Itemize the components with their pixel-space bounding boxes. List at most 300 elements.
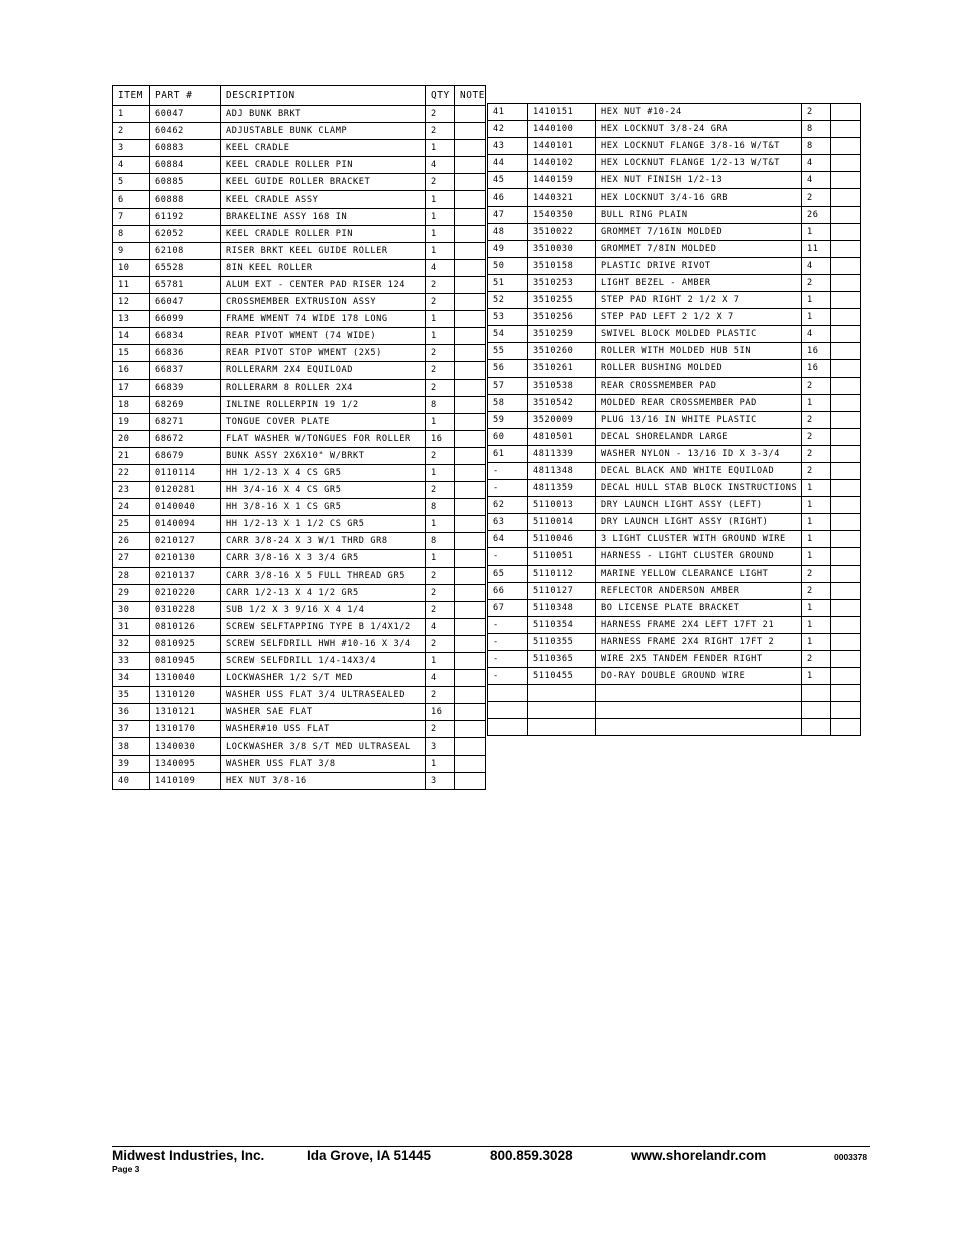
cell-note — [831, 172, 861, 189]
table-row — [113, 362, 486, 379]
cell-item: 9 — [113, 242, 150, 259]
cell-item: - — [488, 651, 528, 668]
cell-note — [831, 104, 861, 121]
table-row — [113, 294, 486, 311]
cell-qty: 16 — [802, 343, 831, 360]
cell-note — [455, 225, 486, 242]
cell-qty: 2 — [802, 274, 831, 291]
cell-description: CARR 3/8-16 X 3 3/4 GR5 — [221, 550, 426, 567]
cell-item: 12 — [113, 294, 150, 311]
cell-note — [831, 240, 861, 257]
header-note: NOTE — [455, 86, 486, 106]
table-row — [113, 755, 486, 772]
cell-item: - — [488, 633, 528, 650]
cell-note — [831, 360, 861, 377]
cell-description — [596, 685, 802, 702]
cell-description: ADJ BUNK BRKT — [221, 106, 426, 123]
header-item: ITEM — [113, 86, 150, 106]
table-row — [113, 328, 486, 345]
table-row — [113, 174, 486, 191]
cell-item: 48 — [488, 223, 528, 240]
cell-item: 53 — [488, 309, 528, 326]
cell-qty: 4 — [802, 257, 831, 274]
cell-note — [455, 396, 486, 413]
cell-part-number: 65528 — [150, 259, 221, 276]
table-row — [113, 567, 486, 584]
table-row — [488, 240, 861, 257]
cell-note — [831, 668, 861, 685]
cell-item: 60 — [488, 428, 528, 445]
cell-item: 37 — [113, 721, 150, 738]
cell-part-number: 66836 — [150, 345, 221, 362]
cell-description: 3 LIGHT CLUSTER WITH GROUND WIRE — [596, 531, 802, 548]
cell-item: 61 — [488, 445, 528, 462]
cell-note — [831, 633, 861, 650]
cell-item: 44 — [488, 155, 528, 172]
cell-part-number: 62052 — [150, 225, 221, 242]
cell-note — [455, 123, 486, 140]
cell-note — [455, 174, 486, 191]
cell-qty: 8 — [802, 121, 831, 138]
cell-note — [455, 704, 486, 721]
cell-qty: 1 — [802, 497, 831, 514]
table-row — [113, 482, 486, 499]
cell-description: LOCKWASHER 3/8 S/T MED ULTRASEAL — [221, 738, 426, 755]
cell-note — [455, 567, 486, 584]
cell-description: HARNESS FRAME 2X4 RIGHT 17FT 2 — [596, 633, 802, 650]
table-row — [488, 292, 861, 309]
cell-qty: 1 — [426, 328, 455, 345]
cell-item — [488, 685, 528, 702]
cell-qty: 2 — [426, 482, 455, 499]
table-row — [488, 257, 861, 274]
cell-description: RISER BRKT KEEL GUIDE ROLLER — [221, 242, 426, 259]
cell-note — [455, 276, 486, 293]
cell-description: 8IN KEEL ROLLER — [221, 259, 426, 276]
cell-qty: 3 — [426, 772, 455, 789]
table-row — [113, 738, 486, 755]
cell-qty: 2 — [426, 123, 455, 140]
table-row — [113, 447, 486, 464]
cell-note — [455, 772, 486, 789]
cell-item: 34 — [113, 670, 150, 687]
cell-description: SCREW SELFTAPPING TYPE B 1/4X1/2 — [221, 618, 426, 635]
cell-note — [455, 550, 486, 567]
cell-part-number: 0810925 — [150, 635, 221, 652]
cell-note — [831, 155, 861, 172]
cell-qty: 1 — [426, 516, 455, 533]
cell-qty: 2 — [426, 106, 455, 123]
footer-city: Ida Grove, IA 51445 — [307, 1148, 432, 1163]
cell-note — [831, 138, 861, 155]
cell-note — [455, 191, 486, 208]
cell-note — [831, 514, 861, 531]
cell-description: BO LICENSE PLATE BRACKET — [596, 599, 802, 616]
cell-part-number: 3510261 — [528, 360, 596, 377]
cell-item: 23 — [113, 482, 150, 499]
cell-description: BUNK ASSY 2X6X10" W/BRKT — [221, 447, 426, 464]
cell-part-number: 1310170 — [150, 721, 221, 738]
cell-description: INLINE ROLLERPIN 19 1/2 — [221, 396, 426, 413]
cell-description: KEEL CRADLE — [221, 140, 426, 157]
cell-item: 56 — [488, 360, 528, 377]
cell-qty: 8 — [802, 138, 831, 155]
cell-part-number — [528, 685, 596, 702]
table-row — [113, 276, 486, 293]
table-row — [488, 633, 861, 650]
table-row — [113, 704, 486, 721]
cell-item: 6 — [113, 191, 150, 208]
footer-rule — [112, 1146, 870, 1147]
table-row — [488, 651, 861, 668]
cell-description: HARNESS FRAME 2X4 LEFT 17FT 21 — [596, 616, 802, 633]
cell-item: 59 — [488, 411, 528, 428]
cell-note — [831, 343, 861, 360]
cell-description: HEX NUT #10-24 — [596, 104, 802, 121]
table-row — [113, 225, 486, 242]
table-row — [488, 394, 861, 411]
cell-part-number — [528, 702, 596, 719]
table-row — [113, 516, 486, 533]
cell-part-number: 3510259 — [528, 326, 596, 343]
cell-description: HEX NUT 3/8-16 — [221, 772, 426, 789]
cell-description: HEX LOCKNUT FLANGE 3/8-16 W/T&T — [596, 138, 802, 155]
cell-item: 46 — [488, 189, 528, 206]
cell-part-number: 66047 — [150, 294, 221, 311]
table-row — [488, 172, 861, 189]
cell-item: 24 — [113, 499, 150, 516]
cell-item — [488, 719, 528, 736]
cell-part-number: 1410151 — [528, 104, 596, 121]
table-row — [113, 618, 486, 635]
cell-qty: 2 — [426, 721, 455, 738]
cell-note — [455, 618, 486, 635]
cell-description: REAR PIVOT STOP WMENT (2X5) — [221, 345, 426, 362]
cell-part-number: 0140094 — [150, 516, 221, 533]
cell-qty: 1 — [802, 394, 831, 411]
table-row — [488, 531, 861, 548]
cell-note — [455, 379, 486, 396]
cell-item: 30 — [113, 601, 150, 618]
table-row — [488, 223, 861, 240]
cell-note — [455, 755, 486, 772]
cell-part-number: 66837 — [150, 362, 221, 379]
cell-qty: 2 — [802, 582, 831, 599]
cell-note — [831, 428, 861, 445]
cell-part-number: 66099 — [150, 311, 221, 328]
cell-qty: 2 — [802, 651, 831, 668]
cell-item: 32 — [113, 635, 150, 652]
cell-item: 49 — [488, 240, 528, 257]
table-row — [113, 430, 486, 447]
cell-note — [831, 121, 861, 138]
cell-part-number: 5110354 — [528, 616, 596, 633]
cell-part-number: 68679 — [150, 447, 221, 464]
cell-item: 50 — [488, 257, 528, 274]
cell-description: HH 3/4-16 X 4 CS GR5 — [221, 482, 426, 499]
cell-note — [831, 445, 861, 462]
table-row — [488, 685, 861, 702]
cell-qty: 2 — [426, 567, 455, 584]
cell-part-number: 1340030 — [150, 738, 221, 755]
table-row — [113, 721, 486, 738]
cell-note — [831, 257, 861, 274]
cell-description: ROLLER BUSHING MOLDED — [596, 360, 802, 377]
cell-qty: 8 — [426, 533, 455, 550]
cell-description: ROLLER WITH MOLDED HUB 5IN — [596, 343, 802, 360]
cell-part-number: 1440159 — [528, 172, 596, 189]
cell-note — [455, 208, 486, 225]
cell-qty: 1 — [426, 413, 455, 430]
table-row — [488, 343, 861, 360]
cell-part-number: 4810501 — [528, 428, 596, 445]
cell-item: 57 — [488, 377, 528, 394]
table-row — [488, 616, 861, 633]
cell-note — [455, 635, 486, 652]
cell-qty: 1 — [802, 480, 831, 497]
table-row — [113, 464, 486, 481]
cell-part-number: 3510542 — [528, 394, 596, 411]
cell-qty: 1 — [802, 514, 831, 531]
cell-description: MOLDED REAR CROSSMEMBER PAD — [596, 394, 802, 411]
cell-note — [455, 413, 486, 430]
cell-part-number: 1310121 — [150, 704, 221, 721]
cell-note — [455, 601, 486, 618]
cell-qty: 1 — [802, 633, 831, 650]
cell-qty: 4 — [426, 670, 455, 687]
cell-qty: 1 — [426, 550, 455, 567]
header-description: DESCRIPTION — [221, 86, 426, 106]
cell-item: 66 — [488, 582, 528, 599]
cell-note — [831, 531, 861, 548]
cell-note — [831, 462, 861, 479]
cell-description: ROLLERARM 2X4 EQUILOAD — [221, 362, 426, 379]
cell-part-number: 68672 — [150, 430, 221, 447]
cell-item: 58 — [488, 394, 528, 411]
cell-item: 43 — [488, 138, 528, 155]
cell-description — [596, 702, 802, 719]
cell-qty: 1 — [802, 616, 831, 633]
cell-qty: 4 — [426, 259, 455, 276]
cell-note — [455, 294, 486, 311]
cell-part-number: 0210130 — [150, 550, 221, 567]
cell-part-number: 0140040 — [150, 499, 221, 516]
header-qty: QTY — [426, 86, 455, 106]
cell-note — [831, 719, 861, 736]
footer-website-link[interactable]: www.shorelandr.com — [631, 1148, 767, 1163]
cell-item: 51 — [488, 274, 528, 291]
cell-description: TONGUE COVER PLATE — [221, 413, 426, 430]
cell-note — [455, 533, 486, 550]
cell-description: CARR 3/8-16 X 5 FULL THREAD GR5 — [221, 567, 426, 584]
cell-qty: 1 — [426, 140, 455, 157]
table-row — [113, 601, 486, 618]
cell-description: HEX LOCKNUT 3/4-16 GRB — [596, 189, 802, 206]
table-row — [488, 582, 861, 599]
cell-description: REFLECTOR ANDERSON AMBER — [596, 582, 802, 599]
cell-description: HH 1/2-13 X 4 CS GR5 — [221, 464, 426, 481]
cell-qty: 1 — [426, 653, 455, 670]
cell-note — [455, 738, 486, 755]
cell-part-number: 68269 — [150, 396, 221, 413]
table-row — [488, 599, 861, 616]
parts-table-right — [487, 103, 861, 736]
cell-part-number: 0810945 — [150, 653, 221, 670]
cell-description: GROMMET 7/8IN MOLDED — [596, 240, 802, 257]
cell-qty: 1 — [802, 548, 831, 565]
cell-qty: 2 — [426, 362, 455, 379]
cell-item: - — [488, 480, 528, 497]
cell-part-number: 0810126 — [150, 618, 221, 635]
table-row — [488, 719, 861, 736]
cell-part-number: 1440321 — [528, 189, 596, 206]
cell-note — [455, 499, 486, 516]
cell-qty: 1 — [802, 292, 831, 309]
cell-description: HH 1/2-13 X 1 1/2 CS GR5 — [221, 516, 426, 533]
cell-description: PLUG 13/16 IN WHITE PLASTIC — [596, 411, 802, 428]
cell-qty: 16 — [426, 704, 455, 721]
cell-item: 19 — [113, 413, 150, 430]
cell-note — [455, 516, 486, 533]
cell-qty: 1 — [426, 191, 455, 208]
cell-description: ROLLERARM 8 ROLLER 2X4 — [221, 379, 426, 396]
table-row — [488, 480, 861, 497]
table-row — [488, 668, 861, 685]
table-row — [113, 635, 486, 652]
cell-part-number: 4811348 — [528, 462, 596, 479]
cell-item: 28 — [113, 567, 150, 584]
cell-note — [831, 497, 861, 514]
table-row — [113, 191, 486, 208]
table-row — [113, 106, 486, 123]
cell-item: 4 — [113, 157, 150, 174]
table-row — [488, 462, 861, 479]
cell-qty: 1 — [802, 309, 831, 326]
cell-part-number: 5110013 — [528, 497, 596, 514]
cell-part-number: 4811359 — [528, 480, 596, 497]
cell-qty — [802, 719, 831, 736]
cell-description: KEEL CRADLE ASSY — [221, 191, 426, 208]
cell-qty: 2 — [802, 445, 831, 462]
cell-item: 15 — [113, 345, 150, 362]
cell-description: KEEL CRADLE ROLLER PIN — [221, 157, 426, 174]
cell-part-number: 66834 — [150, 328, 221, 345]
cell-item: 40 — [113, 772, 150, 789]
cell-item: 14 — [113, 328, 150, 345]
cell-description: REAR CROSSMEMBER PAD — [596, 377, 802, 394]
cell-qty: 8 — [426, 499, 455, 516]
table-row — [113, 242, 486, 259]
cell-qty: 2 — [802, 428, 831, 445]
cell-part-number — [528, 719, 596, 736]
table-row — [113, 259, 486, 276]
table-row — [488, 514, 861, 531]
cell-description: WASHER NYLON - 13/16 ID X 3-3/4 — [596, 445, 802, 462]
cell-part-number: 3510158 — [528, 257, 596, 274]
cell-note — [455, 362, 486, 379]
cell-description: HEX NUT FINISH 1/2-13 — [596, 172, 802, 189]
cell-description: MARINE YELLOW CLEARANCE LIGHT — [596, 565, 802, 582]
cell-description: HEX LOCKNUT 3/8-24 GRA — [596, 121, 802, 138]
cell-note — [831, 274, 861, 291]
cell-part-number: 0120281 — [150, 482, 221, 499]
cell-qty: 2 — [426, 345, 455, 362]
cell-description: HEX LOCKNUT FLANGE 1/2-13 W/T&T — [596, 155, 802, 172]
cell-description: CROSSMEMBER EXTRUSION ASSY — [221, 294, 426, 311]
cell-note — [455, 328, 486, 345]
cell-description: FLAT WASHER W/TONGUES FOR ROLLER — [221, 430, 426, 447]
cell-qty: 1 — [426, 311, 455, 328]
cell-part-number: 1310120 — [150, 687, 221, 704]
cell-note — [831, 480, 861, 497]
cell-item: 1 — [113, 106, 150, 123]
cell-item: 5 — [113, 174, 150, 191]
cell-note — [455, 482, 486, 499]
table-row — [488, 411, 861, 428]
cell-part-number: 1340095 — [150, 755, 221, 772]
table-row — [488, 548, 861, 565]
cell-qty: 2 — [802, 377, 831, 394]
cell-description: BULL RING PLAIN — [596, 206, 802, 223]
footer-doc-number: 0003378 — [834, 1152, 868, 1162]
table-row — [488, 155, 861, 172]
cell-part-number: 4811339 — [528, 445, 596, 462]
cell-description: STEP PAD RIGHT 2 1/2 X 7 — [596, 292, 802, 309]
cell-description: STEP PAD LEFT 2 1/2 X 7 — [596, 309, 802, 326]
cell-note — [455, 721, 486, 738]
cell-part-number: 3510253 — [528, 274, 596, 291]
cell-item: 16 — [113, 362, 150, 379]
cell-qty: 2 — [802, 189, 831, 206]
cell-item: 45 — [488, 172, 528, 189]
cell-part-number: 5110365 — [528, 651, 596, 668]
cell-part-number: 5110112 — [528, 565, 596, 582]
table-row — [113, 396, 486, 413]
table-row — [113, 157, 486, 174]
cell-part-number: 1440100 — [528, 121, 596, 138]
cell-part-number: 3510022 — [528, 223, 596, 240]
cell-item: 33 — [113, 653, 150, 670]
table-row — [488, 189, 861, 206]
table-row — [113, 772, 486, 789]
cell-item: 67 — [488, 599, 528, 616]
cell-note — [831, 292, 861, 309]
cell-part-number: 5110014 — [528, 514, 596, 531]
cell-note — [831, 565, 861, 582]
cell-qty: 1 — [802, 599, 831, 616]
cell-part-number: 3510030 — [528, 240, 596, 257]
table-row — [113, 345, 486, 362]
cell-note — [455, 687, 486, 704]
cell-note — [831, 702, 861, 719]
cell-qty: 4 — [426, 157, 455, 174]
cell-qty — [802, 702, 831, 719]
cell-qty: 2 — [426, 601, 455, 618]
table-row — [488, 121, 861, 138]
table-row — [488, 206, 861, 223]
cell-item: 26 — [113, 533, 150, 550]
table-row — [488, 445, 861, 462]
cell-description: HH 3/8-16 X 1 CS GR5 — [221, 499, 426, 516]
cell-note — [831, 223, 861, 240]
cell-item: 55 — [488, 343, 528, 360]
parts-table-left — [112, 85, 486, 790]
cell-note — [455, 106, 486, 123]
table-row — [113, 379, 486, 396]
table-row — [488, 104, 861, 121]
table-row — [113, 208, 486, 225]
cell-note — [455, 584, 486, 601]
